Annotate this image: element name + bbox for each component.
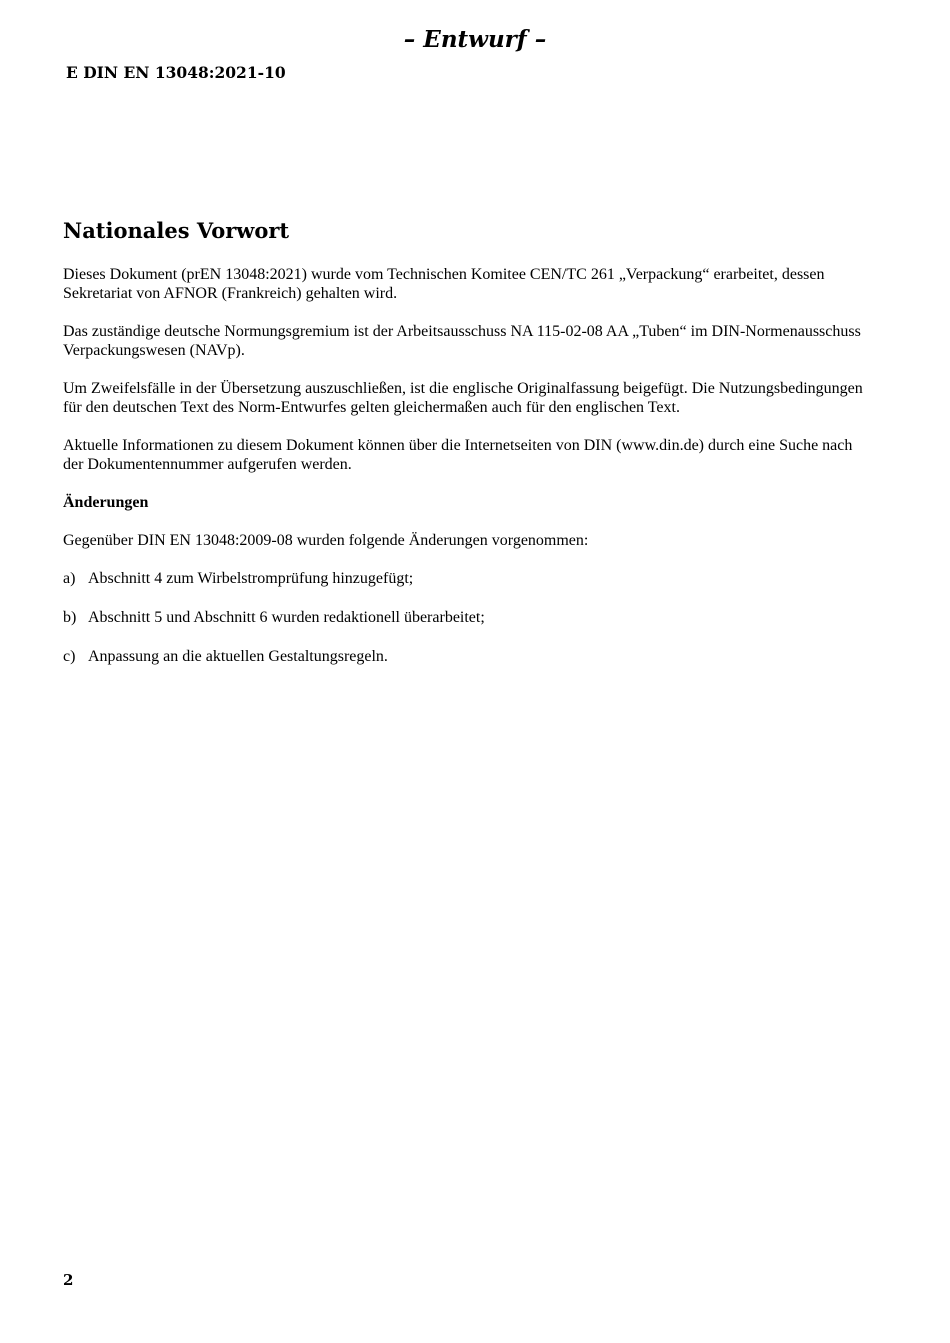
list-item-text: Anpassung an die aktuellen Gestaltungsregeln. xyxy=(88,648,388,665)
section-title: Nationales Vorwort xyxy=(63,218,290,243)
list-item-text: Abschnitt 4 zum Wirbelstromprüfung hinzugefügt; xyxy=(88,570,414,587)
paragraph-committee: Dieses Dokument (prEN 13048:2021) wurde vom Technischen Komitee CEN/TC 261 „Verpackung“ erarbeitet, dessen Sekretariat von AFNOR (Frankreich) gehalten wird. xyxy=(63,266,825,302)
document-id: E DIN EN 13048:2021-10 xyxy=(66,63,286,82)
paragraph-translation: Um Zweifelsfälle in der Übersetzung auszuschließen, ist die englische Originalfassung beigefügt. Die Nutzungsbedingungen für den deutschen Text des Norm-Entwurfes gelten gleichermaßen auch für den englischen Text. xyxy=(63,380,863,416)
paragraph-standards-body: Das zuständige deutsche Normungsgremium ist der Arbeitsausschuss NA 115-02-08 AA „Tuben“ im DIN-Normenausschuss Verpackungswesen (NAVp). xyxy=(63,323,861,359)
list-marker: b) xyxy=(63,609,77,626)
changes-heading: Änderungen xyxy=(63,494,149,511)
paragraph-information: Aktuelle Informationen zu diesem Dokument können über die Internetseiten von DIN (www.din.de) durch eine Suche nach der Dokumentennummer aufgerufen werden. xyxy=(63,437,853,473)
national-foreword xyxy=(63,217,863,686)
list-item-text: Abschnitt 5 und Abschnitt 6 wurden redaktionell überarbeitet; xyxy=(88,609,485,626)
changes-intro: Gegenüber DIN EN 13048:2009-08 wurden folgende Änderungen vorgenommen: xyxy=(63,532,589,549)
changes-list xyxy=(63,569,863,666)
list-marker: a) xyxy=(63,570,76,587)
list-item xyxy=(63,647,863,666)
list-marker: c) xyxy=(63,648,76,665)
page-number: 2 xyxy=(63,1271,74,1289)
draft-banner: – Entwurf – xyxy=(403,26,547,53)
list-item xyxy=(63,569,863,588)
list-item xyxy=(63,608,863,627)
